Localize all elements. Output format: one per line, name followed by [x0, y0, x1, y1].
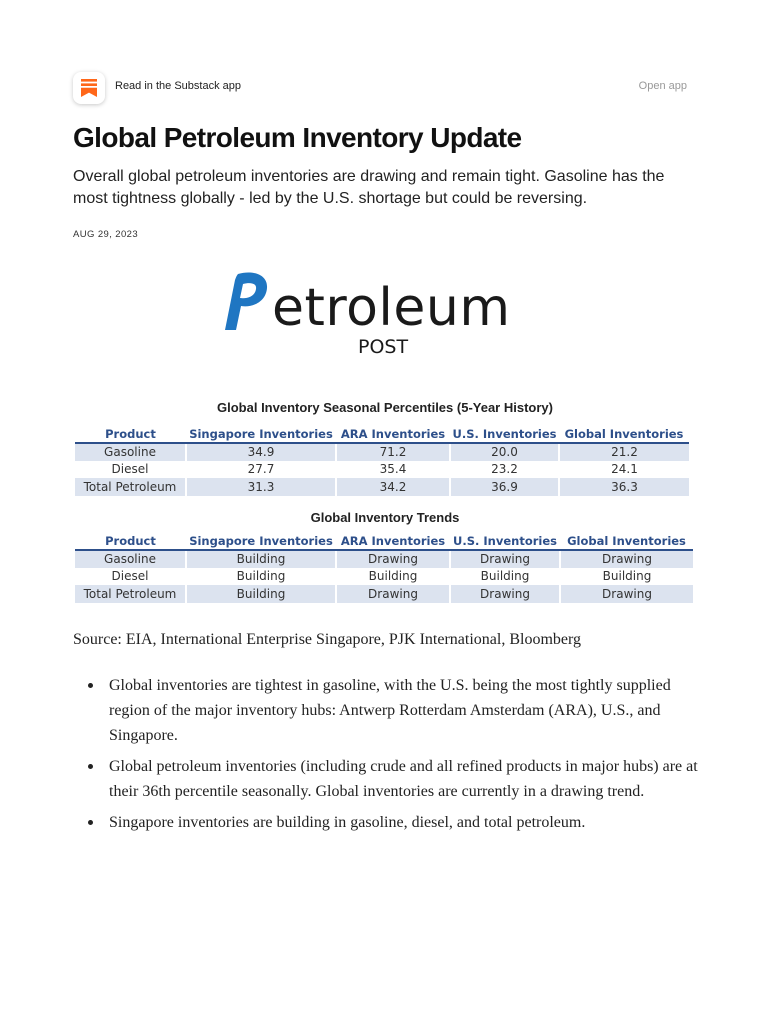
percentiles-table-title: Global Inventory Seasonal Percentiles (5-Year History) [217, 400, 553, 415]
table-cell: Building [186, 585, 336, 603]
table-cell: 24.1 [559, 461, 689, 479]
table-cell: Diesel [111, 462, 149, 477]
table-cell: 34.2 [336, 478, 450, 496]
column-header: Product [75, 533, 186, 550]
table-cell: Gasoline [75, 443, 186, 461]
app-banner [73, 72, 695, 102]
list-item: Singapore inventories are building in gasoline, diesel, and total petroleum. [88, 810, 698, 835]
table-row [75, 443, 689, 461]
table-cell: 36.3 [559, 478, 689, 496]
table-header-row [75, 533, 693, 550]
column-header: ARA Inventories [336, 426, 450, 443]
logo-post: POST [358, 336, 409, 358]
column-header: U.S. Inventories [450, 426, 559, 443]
table-row [75, 478, 689, 496]
table-cell: Building [186, 568, 336, 586]
table-cell: Building [186, 550, 336, 568]
open-app-link[interactable]: Open app [638, 80, 687, 92]
article-subtitle: Overall global petroleum inventories are drawing and remain tight. Gasoline has the most tightness globally - led by the U.S. shortage but could be reversing. [73, 168, 665, 207]
list-item: Global inventories are tightest in gasoline, with the U.S. being the most tightly supplied region of the major inventory hubs: Antwerp Rotterdam Amsterdam (ARA), U.S., and Singapore. [88, 673, 698, 748]
logo-wordmark: etroleum [272, 278, 511, 338]
table-cell: 27.7 [186, 461, 336, 479]
petroleum-p-logo-icon [224, 270, 270, 332]
column-header: U.S. Inventories [450, 533, 560, 550]
table-cell: 23.2 [450, 461, 559, 479]
key-points-list [88, 673, 698, 841]
table-cell: Drawing [336, 585, 450, 603]
table-cell: Gasoline [75, 550, 186, 568]
table-cell: 20.0 [450, 443, 559, 461]
table-cell: Drawing [450, 585, 560, 603]
column-header: ARA Inventories [336, 533, 450, 550]
article-date: AUG 29, 2023 [73, 229, 139, 240]
table-cell: Building [450, 568, 560, 586]
table-row [75, 568, 693, 586]
percentiles-table [75, 426, 689, 496]
petroleum-post-logo [224, 270, 554, 370]
source-caption: Source: EIA, International Enterprise Singapore, PJK International, Bloomberg [73, 631, 582, 648]
table-cell: 34.9 [186, 443, 336, 461]
table-cell: 71.2 [336, 443, 450, 461]
table-cell: 21.2 [559, 443, 689, 461]
table-row [75, 461, 689, 479]
table-cell: 36.9 [450, 478, 559, 496]
table-cell: Total Petroleum [75, 585, 186, 603]
article-title: Global Petroleum Inventory Update [73, 122, 522, 153]
substack-logo-icon[interactable] [73, 72, 105, 104]
table-cell: Drawing [336, 550, 450, 568]
list-item: Global petroleum inventories (including crude and all refined products in major hubs) are at their 36th percentile seasonally. Global inventories are currently in a drawing trend. [88, 754, 698, 804]
table-cell: Drawing [560, 550, 693, 568]
trends-table [75, 533, 693, 603]
table-row [75, 585, 693, 603]
table-cell: 35.4 [336, 461, 450, 479]
table-row [75, 550, 693, 568]
table-header-row [75, 426, 689, 443]
column-header: Product [75, 426, 186, 443]
app-banner-label: Read in the Substack app [115, 80, 241, 92]
table-cell: 31.3 [186, 478, 336, 496]
table-cell: Drawing [560, 585, 693, 603]
table-cell: Diesel [111, 569, 149, 584]
table-cell: Building [336, 568, 450, 586]
table-cell: Drawing [450, 550, 560, 568]
column-header: Singapore Inventories [186, 426, 336, 443]
column-header: Global Inventories [560, 533, 693, 550]
table-cell: Building [560, 568, 693, 586]
column-header: Global Inventories [559, 426, 689, 443]
trends-table-title: Global Inventory Trends [310, 510, 460, 525]
column-header: Singapore Inventories [186, 533, 336, 550]
table-cell: Total Petroleum [75, 478, 186, 496]
